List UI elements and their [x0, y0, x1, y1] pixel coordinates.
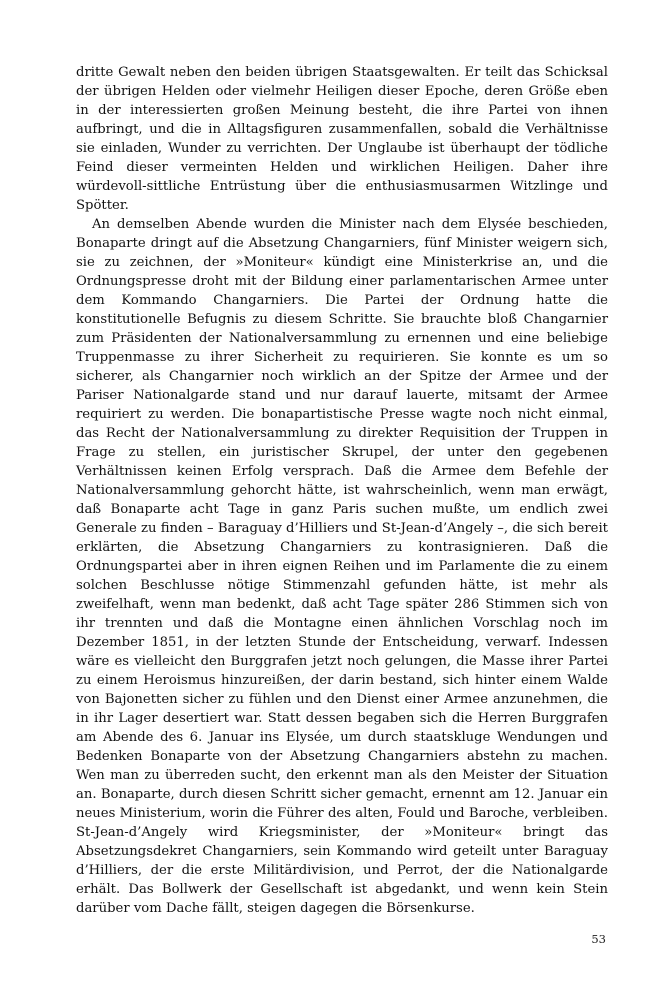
page-number: 53	[591, 932, 606, 946]
paragraph-ministers-elysee: An demselben Abende wurden die Minister nach dem Elysée beschieden, Bonaparte dringt auf die Absetzung Changarniers, fünf Minister weigern sich, sie zu zeichnen, der »Moniteur« kündigt eine Ministerkrise an, und die Ordnungspresse droht mit der Bildung einer parlamentarischen Armee unter dem Kommando Changarniers. Die Partei der Ordnung hatte die konstitutionelle Befugnis zu diesem Schritte. Sie brauchte bloß Changarnier zum Präsidenten der Nationalversammlung zu ernennen und eine beliebige Truppenmasse zu ihrer Sicherheit zu requirieren. Sie konnte es um so sicherer, als Changarnier noch wirklich an der Spitze der Armee und der Pariser Nationalgarde stand und nur darauf lauerte, mitsamt der Armee requiriert zu werden. Die bonapartistische Presse wagte noch nicht einmal, das Recht der Nationalversammlung zu direkter Requisition der Truppen in Frage zu stellen, ein juristischer Skrupel, der unter den gegebenen Verhältnissen keinen Erfolg versprach. Daß die Armee dem Befehle der Nationalversammlung gehorcht hätte, ist wahrscheinlich, wenn man erwägt, daß Bonaparte acht Tage in ganz Paris suchen mußte, um endlich zwei Generale zu finden – Baraguay d’Hilliers und St-Jean-d’Angely –, die sich bereit erklärten, die Absetzung Changarniers zu kontrasignieren. Daß die Ordnungspartei aber in ihren eignen Reihen und im Parlamente die zu einem solchen Beschlusse nötige Stimmenzahl gefunden hätte, ist mehr als zweifelhaft, wenn man bedenkt, daß acht Tage später 286 Stimmen sich von ihr trennten und daß die Montagne einen ähnlichen Vorschlag noch im Dezember 1851, in der letzten Stunde der Entscheidung, verwarf. Indessen wäre es vielleicht den Burggrafen jetzt noch gelungen, die Masse ihrer Partei zu einem Heroismus hinzureißen, der darin bestand, sich hinter einem Walde von Bajonetten sicher zu fühlen und den Dienst einer Armee anzunehmen, die in ihr Lager desertiert war. Statt dessen begaben sich die Herren Burggrafen am Abende des 6. Januar ins Elysée, um durch staatskluge Wendungen und Bedenken Bonaparte von der Absetzung Changarniers abstehn zu machen. Wen man zu überreden sucht, den erkennt man als den Meister der Situation an. Bonaparte, durch diesen Schritt sicher gemacht, ernennt am 12. Januar ein neues Ministerium, worin die Führer des alten, Fould und Baroche, verbleiben. St-Jean-d’Angely wird Kriegsminister, der »Moniteur« bringt das Absetzungsdekret Changarniers, sein Kommando wird geteilt unter Baraguay d’Hilliers, der die erste Militärdivision, und Perrot, der die Nationalgarde erhält. Das Bollwerk der Gesellschaft ist abgedankt, und wenn kein Stein darüber vom Dache fällt, steigen dagegen die Börsenkurse.	[76, 217, 608, 916]
paragraph-continuation: dritte Gewalt neben den beiden übrigen Staatsgewalten. Er teilt das Schicksal der übrigen Helden oder vielmehr Heiligen dieser Epoche, deren Größe eben in der interessierten großen Meinung besteht, die ihre Partei von ihnen aufbringt, und die in Alltagsfiguren zusammenfallen, sobald die Verhältnisse sie einladen, Wunder zu verrichten. Der Unglaube ist überhaupt der tödliche Feind dieser vermeinten Helden und wirklichen Heiligen. Daher ihre würdevoll-sittliche Entrüstung über die enthusiasmusarmen Witzlinge und Spötter.	[76, 65, 608, 213]
body-text	[76, 63, 608, 918]
